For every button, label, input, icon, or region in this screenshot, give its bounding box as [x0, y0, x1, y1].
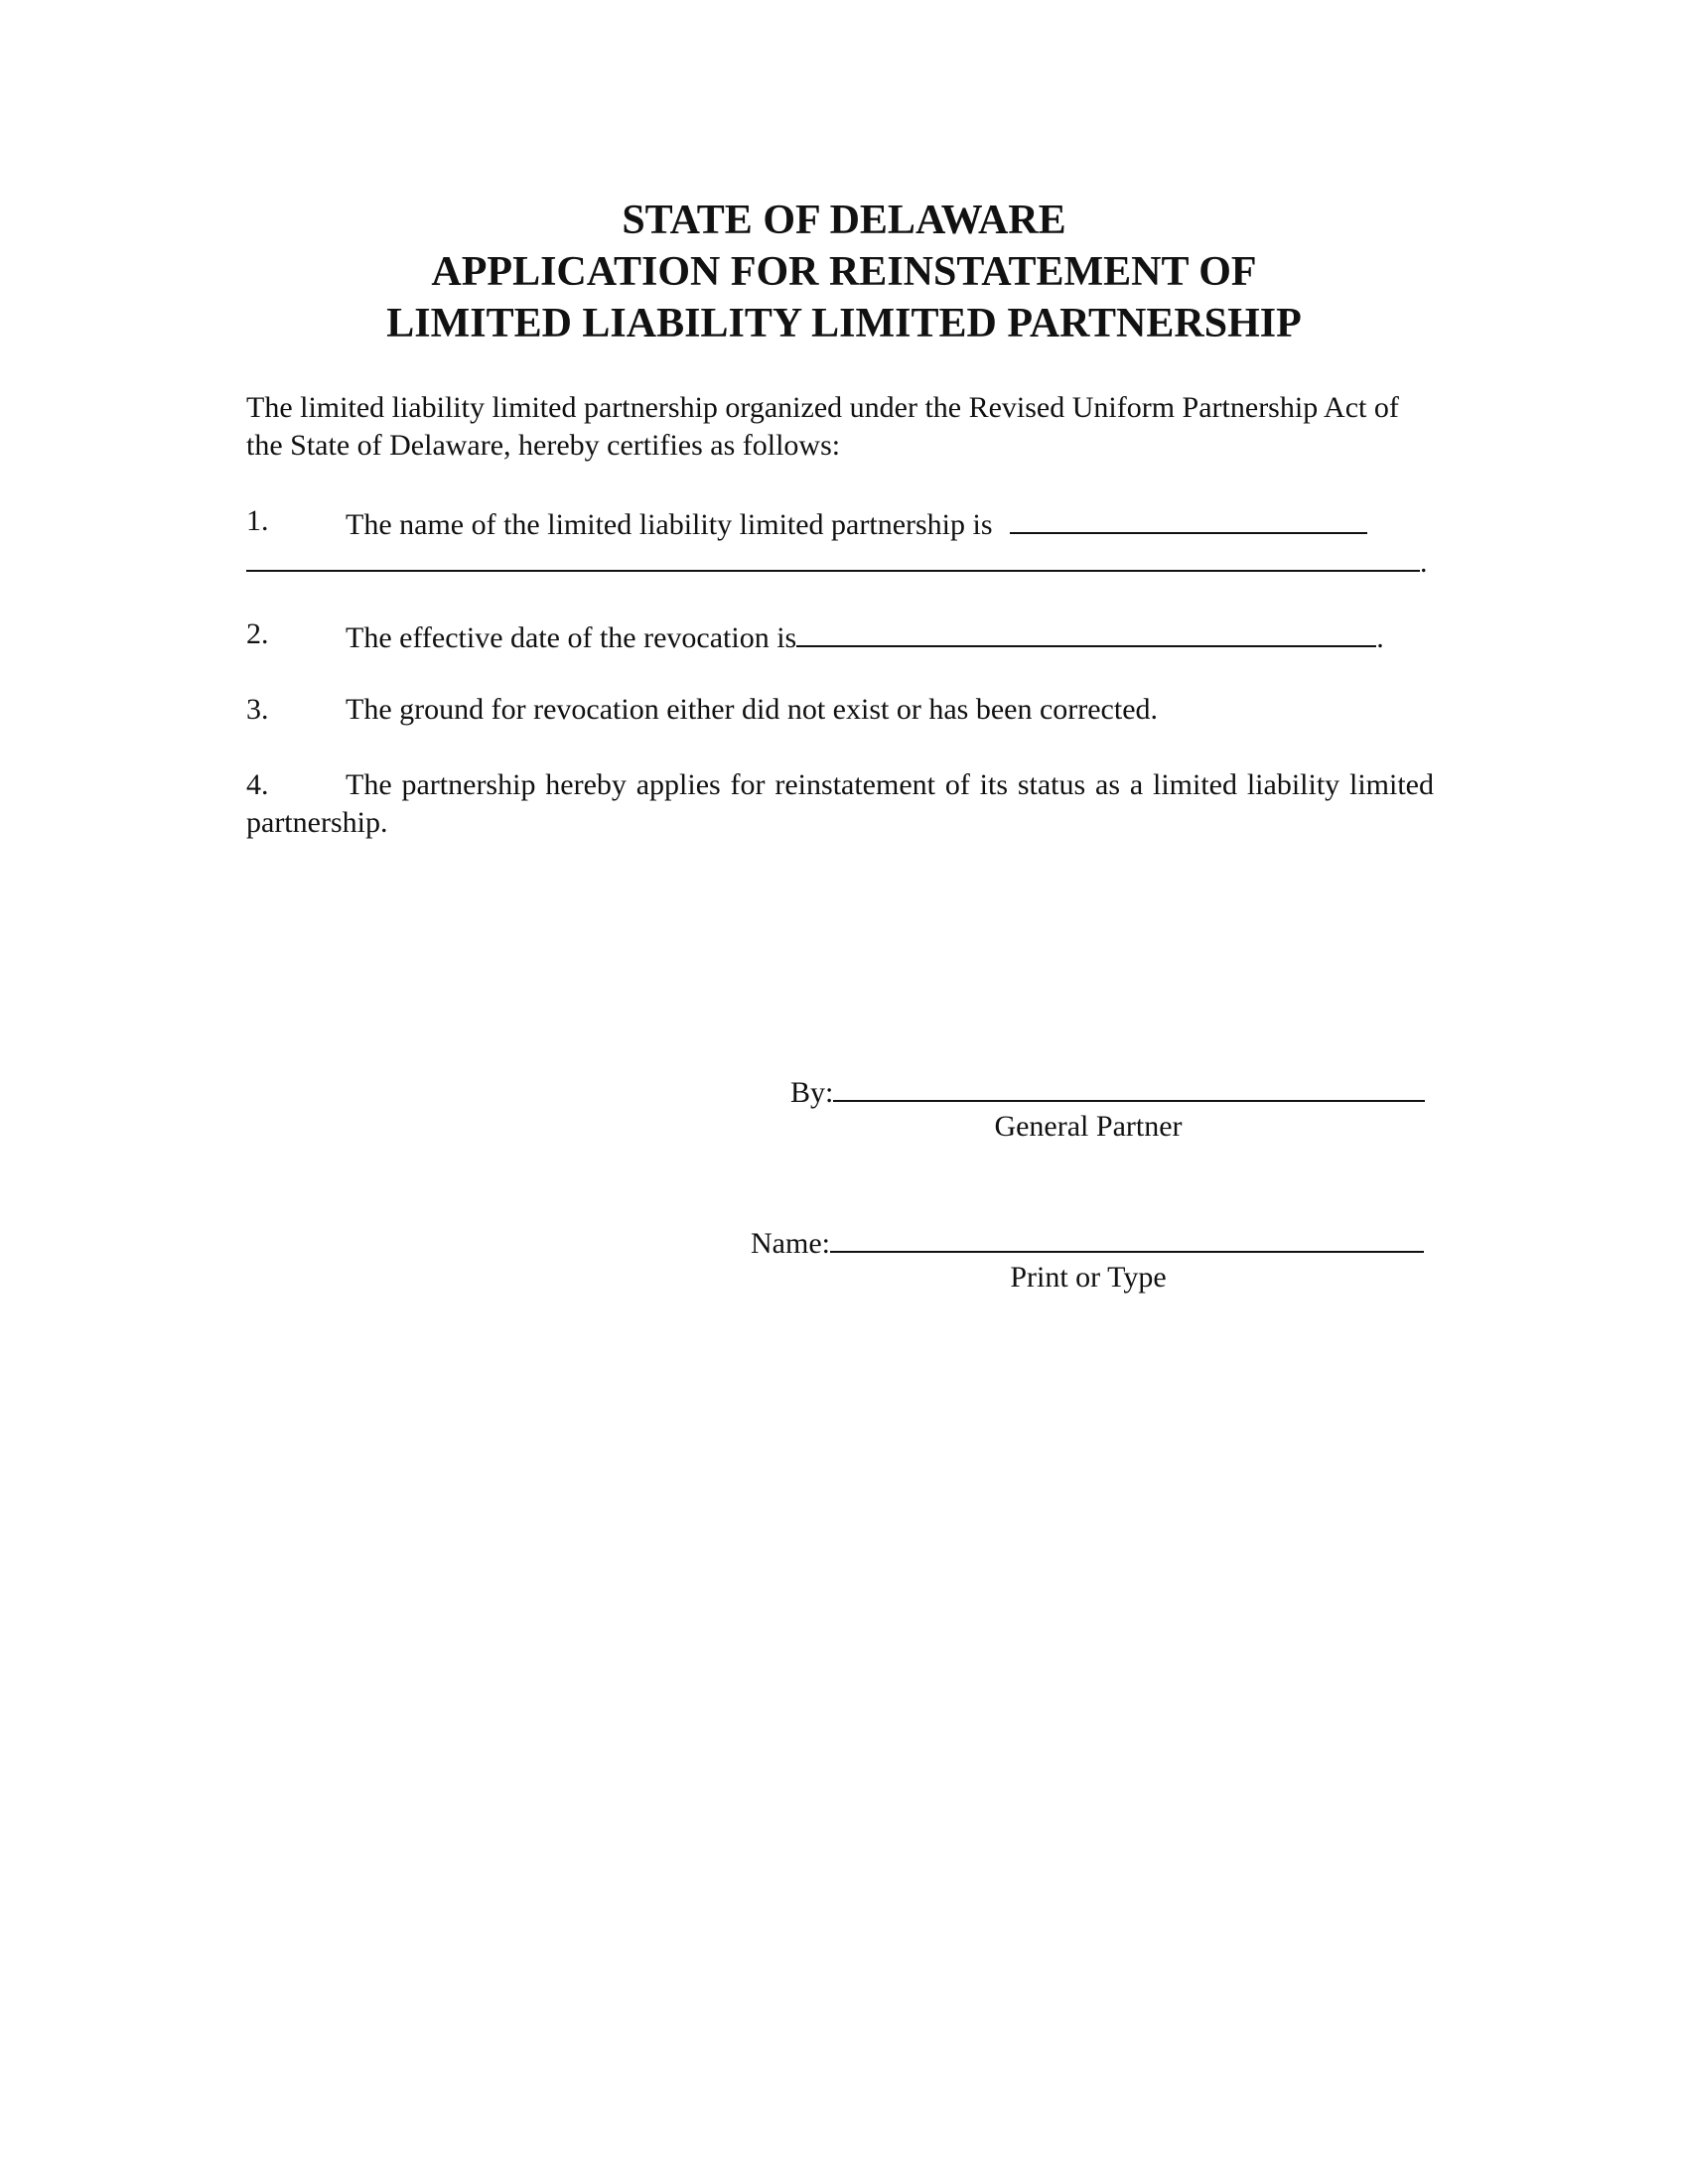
name-label: Name:	[751, 1227, 830, 1260]
item-1-period: .	[1420, 546, 1428, 579]
intro-paragraph: The limited liability limited partnership organized under the Revised Uniform Partnership Act of the State of Delaware, hereby certifies as follows:	[246, 391, 1399, 462]
item-2-number: 2.	[246, 617, 269, 650]
signature-by-line[interactable]	[833, 1070, 1425, 1102]
item-3-text: The ground for revocation either did not exist or has been corrected.	[346, 693, 1159, 726]
document-title	[0, 195, 1688, 349]
signature-by-row	[790, 1070, 1425, 1112]
item-4-number: 4.	[246, 768, 269, 801]
partnership-name-blank[interactable]	[1010, 502, 1367, 534]
general-partner-caption: General Partner	[994, 1110, 1183, 1143]
signature-name-row	[751, 1221, 1424, 1263]
title-line-1: STATE OF DELAWARE	[622, 198, 1066, 243]
by-label: By:	[790, 1076, 834, 1109]
title-line-2: APPLICATION FOR REINSTATEMENT OF	[431, 249, 1257, 295]
item-1-continuation	[246, 540, 1428, 582]
revocation-date-blank[interactable]	[796, 615, 1376, 647]
print-or-type-caption: Print or Type	[1010, 1261, 1167, 1294]
item-4-text: The partnership hereby applies for reinstatement of its status as a limited liability limited partnership.	[246, 768, 1434, 839]
item-2-period: .	[1376, 621, 1384, 654]
title-line-3: LIMITED LIABILITY LIMITED PARTNERSHIP	[386, 301, 1302, 346]
signature-name-line[interactable]	[830, 1221, 1424, 1253]
item-4	[246, 766, 1434, 842]
item-3-number: 3.	[246, 693, 269, 726]
item-1-number: 1.	[246, 504, 269, 537]
item-1-text: The name of the limited liability limited partnership is	[346, 508, 993, 541]
partnership-name-blank-line-2[interactable]	[246, 540, 1420, 572]
item-2-text: The effective date of the revocation is	[346, 621, 797, 654]
